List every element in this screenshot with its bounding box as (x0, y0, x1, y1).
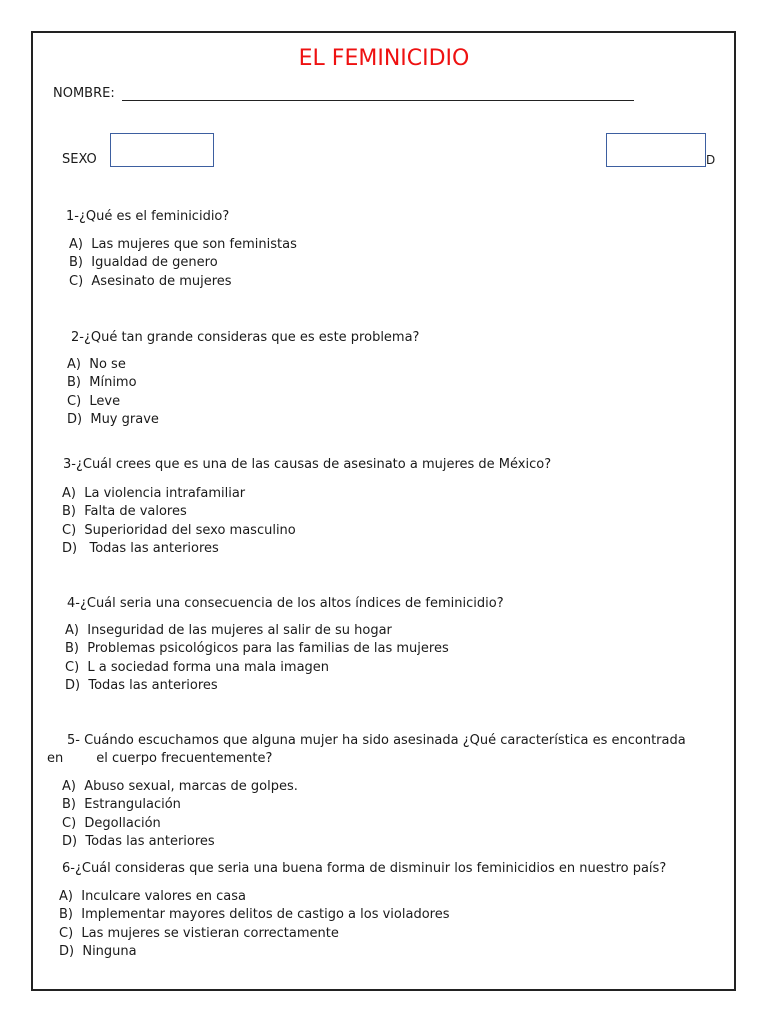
option[interactable]: C) Leve (67, 393, 121, 409)
question-3-options (62, 485, 296, 558)
option[interactable]: A) No se (67, 357, 126, 372)
question-4-options (65, 622, 449, 695)
name-label: NOMBRE: (53, 86, 115, 101)
question-1: 1-¿Qué es el feminicidio? (66, 209, 230, 224)
option[interactable]: D) Todas las anteriores (62, 540, 219, 556)
option[interactable]: B) Falta de valores (62, 504, 187, 520)
option[interactable]: B) Mínimo (67, 375, 137, 391)
option[interactable]: C) Superioridad del sexo masculino (62, 522, 296, 538)
question-1-options (69, 236, 297, 291)
option[interactable]: A) Abuso sexual, marcas de golpes. (62, 779, 298, 794)
question-2-options (67, 356, 159, 429)
option[interactable]: B) Implementar mayores delitos de castigo a los violadores (59, 907, 450, 923)
option[interactable]: B) Estrangulación (62, 797, 181, 813)
option[interactable]: C) Degollación (62, 815, 161, 831)
name-field-line[interactable] (122, 100, 634, 101)
question-4: 4-¿Cuál seria una consecuencia de los altos índices de feminicidio? (67, 596, 504, 611)
option[interactable]: D) Muy grave (67, 411, 159, 427)
question-3: 3-¿Cuál crees que es una de las causas de asesinato a mujeres de México? (63, 457, 552, 472)
question-6: 6-¿Cuál consideras que seria una buena forma de disminuir los feminicidios en nuestro país? (62, 861, 667, 876)
option[interactable]: A) Inseguridad de las mujeres al salir de su hogar (65, 623, 392, 638)
option[interactable]: B) Igualdad de genero (69, 255, 218, 271)
secondary-input-box[interactable] (606, 133, 706, 167)
question-6-options (59, 888, 449, 961)
option[interactable]: A) La violencia intrafamiliar (62, 486, 246, 501)
question-5-options (62, 778, 298, 851)
option[interactable]: C) Las mujeres se vistieran correctamente (59, 925, 339, 941)
sex-label: SEXO (62, 152, 97, 167)
side-letter: D (706, 153, 716, 167)
option[interactable]: C) L a sociedad forma una mala imagen (65, 659, 330, 675)
page-title: EL FEMINICIDIO (298, 46, 470, 71)
option[interactable]: D) Ninguna (59, 943, 137, 959)
option[interactable]: C) Asesinato de mujeres (69, 273, 232, 289)
question-5-continuation: en el cuerpo frecuentemente? (47, 751, 273, 766)
question-5: 5- Cuándo escuchamos que alguna mujer ha sido asesinada ¿Qué característica es encontrada (67, 733, 686, 748)
option[interactable]: D) Todas las anteriores (62, 833, 215, 849)
sex-input-box[interactable] (110, 133, 214, 167)
option[interactable]: D) Todas las anteriores (65, 677, 218, 693)
option[interactable]: A) Inculcare valores en casa (59, 889, 247, 904)
question-2: 2-¿Qué tan grande consideras que es este problema? (71, 330, 420, 345)
option[interactable]: B) Problemas psicológicos para las familias de las mujeres (65, 641, 449, 657)
option[interactable]: A) Las mujeres que son feministas (69, 237, 297, 252)
